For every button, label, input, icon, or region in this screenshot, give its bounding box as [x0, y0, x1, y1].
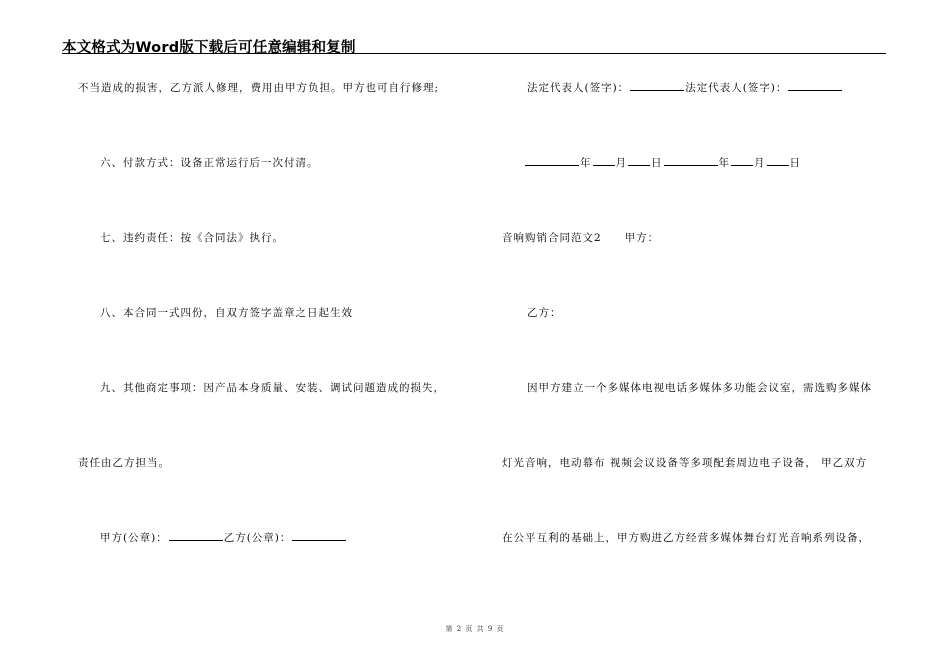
- page-number: 第 2 页 共 9 页: [445, 625, 505, 633]
- clause-7-liability: 七、违约责任：按《合同法》执行。: [100, 232, 284, 244]
- day-blank-a: [628, 155, 650, 166]
- party-b-representative-blank: [788, 80, 842, 91]
- year-blank-b: [664, 155, 718, 166]
- party-a-representative-label: 法定代表人(签字)：: [527, 82, 630, 94]
- party-b-seal-blank: [292, 530, 346, 541]
- year-label-b: 年: [718, 157, 730, 169]
- day-label-a: 日: [651, 157, 663, 169]
- year-label-a: 年: [580, 157, 592, 169]
- day-label-b: 日: [789, 157, 801, 169]
- left-line-1: 不当造成的损害，乙方派人修理，费用由甲方负担。甲方也可自行修理;: [78, 82, 440, 94]
- party-a-seal-blank: [169, 530, 223, 541]
- contract-title-line: 音响购销合同范文2 甲方：: [502, 232, 660, 244]
- month-blank-b: [731, 155, 753, 166]
- day-blank-b: [767, 155, 789, 166]
- party-a-representative-blank: [630, 80, 684, 91]
- party-a-seal-label: 甲方(公章)：: [100, 532, 168, 544]
- clause-8-effective: 八、本合同一式四份，自双方签字盖章之日起生效: [100, 307, 353, 319]
- month-label-a: 月: [615, 157, 627, 169]
- party-b-representative-label: 法定代表人(签字)：: [685, 82, 788, 94]
- body-para-line-3: 在公平互利的基础上，甲方购进乙方经营多媒体舞台灯光音响系列设备，: [502, 532, 870, 544]
- date-line: [524, 155, 801, 170]
- month-label-b: 月: [754, 157, 766, 169]
- header-divider: [62, 53, 886, 54]
- clause-6-payment: 六、付款方式：设备正常运行后一次付清。: [100, 157, 319, 169]
- month-blank-a: [593, 155, 615, 166]
- body-para-line-2: 灯光音响，电动幕布 视频会议设备等多项配套周边电子设备， 甲乙双方: [502, 457, 868, 469]
- seal-line: [100, 530, 347, 545]
- party-b-line: 乙方：: [527, 307, 562, 319]
- left-line-6: 责任由乙方担当。: [78, 457, 170, 469]
- body-para-line-1: 因甲方建立一个多媒体电视电话多媒体多功能会议室，需选购多媒体: [527, 382, 872, 394]
- clause-9-other: 九、其他商定事项：因产品本身质量、安装、调试问题造成的损失，: [100, 382, 445, 394]
- representative-line: [527, 80, 843, 95]
- document-header-title: 本文格式为Word版下载后可任意编辑和复制: [62, 40, 356, 56]
- year-blank-a: [525, 155, 579, 166]
- party-b-seal-label: 乙方(公章)：: [223, 532, 292, 544]
